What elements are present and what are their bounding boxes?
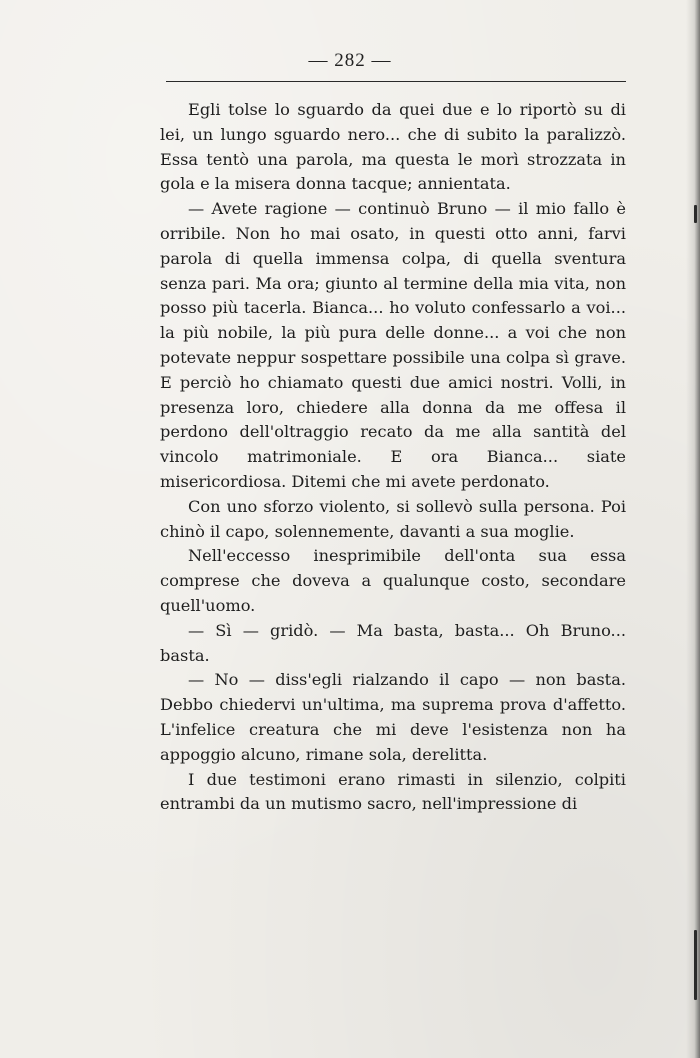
paragraph-6: — No — diss'egli rialzando il capo — non basta. Debbo chiedervi un'ultima, ma suprema prova d'affetto. L'infelice creatura che mi deve l'esistenza non ha appoggio alcuno, rimane sola, derelitta.	[160, 670, 626, 764]
header-rule	[166, 81, 626, 82]
paragraph-5: — Sì — gridò. — Ma basta, basta... Oh Bruno... basta.	[160, 620, 626, 665]
paragraph-1: Egli tolse lo sguardo da quei due e lo riportò su di lei, un lungo sguardo nero... che di subito la paralizzò. Essa tentò una parola, ma questa le morì strozzata in gola e la misera donna tacque; annientata.	[160, 100, 626, 194]
paragraph-2: — Avete ragione — continuò Bruno — il mio fallo è orribile. Non ho mai osato, in questi otto anni, farvi parola di quella immensa colpa, di quella sventura senza pari. Ma ora; giunto al termine della mia vita, non posso più tacerla. Bianca... ho voluto confessarlo a voi... la più nobile, la più pura delle donne... a voi che non potevate neppur sospettare possibile una colpa sì grave. E perciò ho chiamato questi due amici nostri. Volli, in presenza loro, chiedere alla donna da me offesa il perdono dell'oltraggio recato da me alla santità del vincolo matrimoniale. E ora Bianca... siate misericordiosa. Ditemi che mi avete perdonato.	[160, 199, 626, 491]
paragraph-3: Con uno sforzo violento, si sollevò sulla persona. Poi chinò il capo, solennemente, davanti a sua moglie.	[160, 496, 626, 541]
page-edge-shadow	[686, 0, 700, 1058]
page-edge-mark	[694, 205, 697, 223]
paragraph-7: I due testimoni erano rimasti in silenzio, colpiti entrambi da un mutismo sacro, nell'impressione di	[160, 769, 626, 814]
body-text	[160, 98, 626, 817]
paragraph-4: Nell'eccesso inesprimibile dell'onta sua essa comprese che doveva a qualunque costo, secondare quell'uomo.	[160, 546, 626, 615]
page-number: — 282 —	[308, 50, 392, 71]
page-edge-mark	[694, 930, 697, 1000]
